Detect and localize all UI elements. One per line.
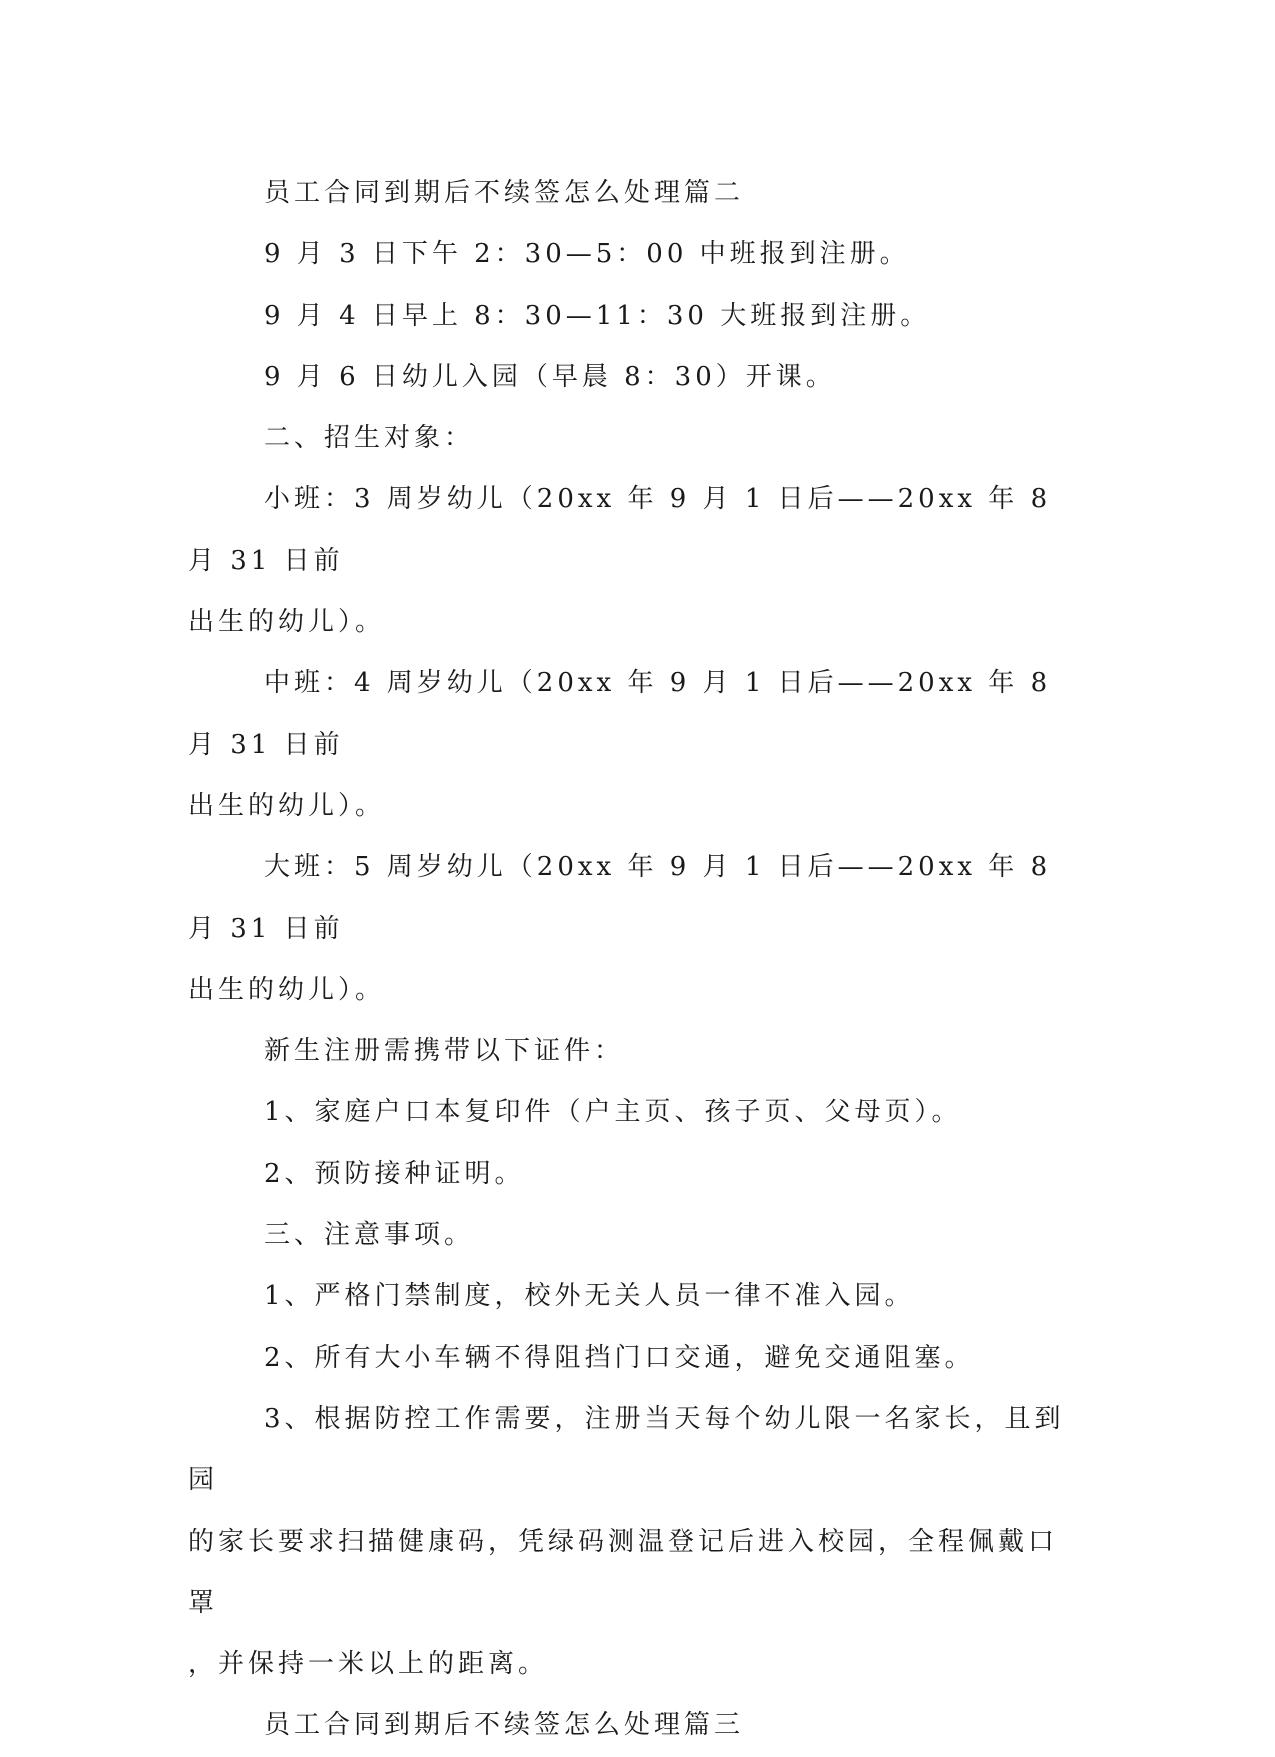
text-line: 二、招生对象： bbox=[264, 423, 475, 454]
paragraph bbox=[188, 1389, 1068, 1695]
text-line: 出生的幼儿）。 bbox=[188, 607, 386, 638]
text-line: 9 月 6 日幼儿入园（早晨 8：30）开课。 bbox=[264, 361, 836, 392]
text-line: 中班：4 周岁幼儿（20xx 年 9 月 1 日后——20xx 年 8 月 31 日前 bbox=[188, 668, 1052, 760]
paragraph bbox=[188, 1205, 1068, 1266]
paragraph bbox=[188, 224, 1068, 285]
paragraph bbox=[188, 1144, 1068, 1205]
paragraph bbox=[188, 286, 1068, 347]
text-line: 新生注册需携带以下证件： bbox=[264, 1036, 625, 1067]
paragraph bbox=[188, 653, 1068, 837]
paragraph bbox=[188, 347, 1068, 408]
paragraph bbox=[188, 408, 1068, 469]
text-line: 大班：5 周岁幼儿（20xx 年 9 月 1 日后——20xx 年 8 月 31 日前 bbox=[188, 852, 1052, 944]
text-line: 员工合同到期后不续签怎么处理篇三 bbox=[264, 1710, 745, 1741]
text-line: 出生的幼儿）。 bbox=[188, 974, 386, 1005]
paragraph bbox=[188, 1328, 1068, 1389]
section-heading bbox=[188, 163, 1068, 224]
text-line: 9 月 3 日下午 2：30—5：00 中班报到注册。 bbox=[264, 239, 910, 270]
text-line: 3、根据防控工作需要，注册当天每个幼儿限一名家长，且到园 bbox=[188, 1403, 1065, 1496]
text-line: 小班：3 周岁幼儿（20xx 年 9 月 1 日后——20xx 年 8 月 31 日前 bbox=[188, 484, 1052, 576]
text-line: 1、严格门禁制度，校外无关人员一律不准入园。 bbox=[264, 1281, 915, 1312]
paragraph bbox=[188, 1021, 1068, 1082]
text-line: 2、预防接种证明。 bbox=[264, 1158, 525, 1189]
section-heading bbox=[188, 1695, 1068, 1756]
paragraph bbox=[188, 469, 1068, 653]
text-line: ，并保持一米以上的距离。 bbox=[188, 1649, 549, 1680]
text-line: 1、家庭户口本复印件（户主页、孩子页、父母页）。 bbox=[264, 1097, 962, 1128]
text-line: 出生的幼儿）。 bbox=[188, 790, 386, 821]
paragraph bbox=[188, 837, 1068, 1021]
text-line: 员工合同到期后不续签怎么处理篇二 bbox=[264, 178, 745, 208]
paragraph bbox=[188, 1266, 1068, 1327]
text-line: 2、所有大小车辆不得阻挡门口交通，避免交通阻塞。 bbox=[264, 1342, 975, 1373]
text-line: 的家长要求扫描健康码，凭绿码测温登记后进入校园，全程佩戴口罩 bbox=[188, 1526, 1059, 1618]
paragraph bbox=[188, 1082, 1068, 1143]
text-line: 9 月 4 日早上 8：30—11：30 大班报到注册。 bbox=[264, 300, 931, 331]
text-line: 三、注意事项。 bbox=[264, 1220, 475, 1251]
document-body bbox=[188, 163, 1068, 1757]
